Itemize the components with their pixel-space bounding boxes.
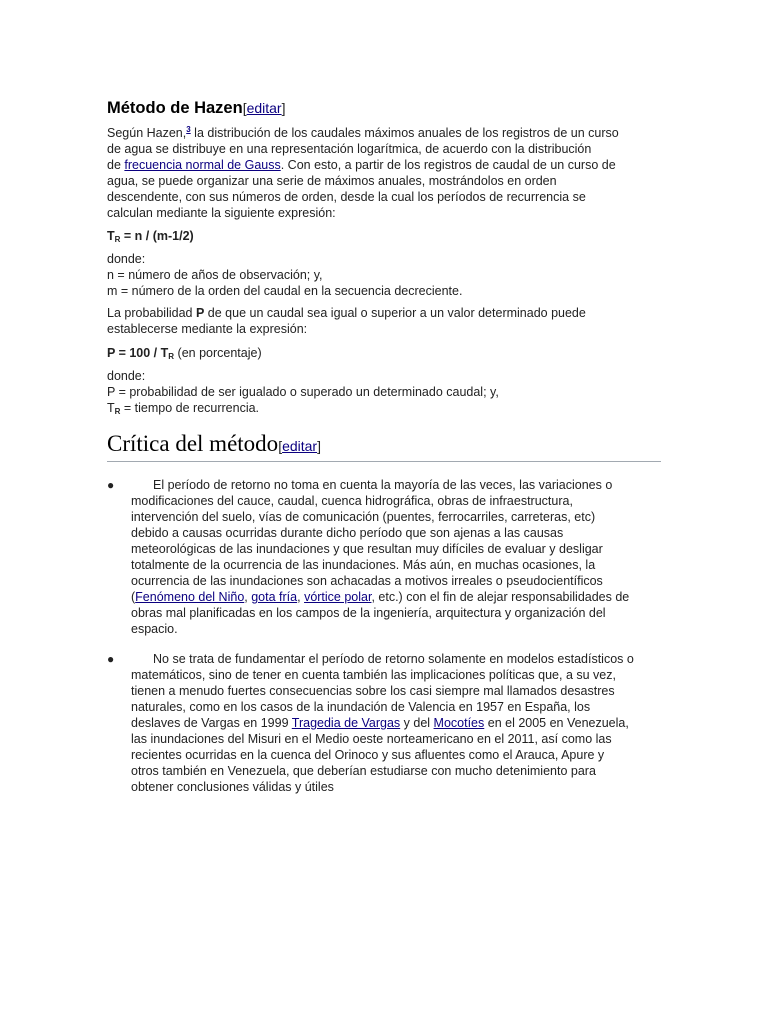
link-mocoties[interactable]: Mocotíes <box>433 716 485 730</box>
bullet-icon: ● <box>107 478 115 492</box>
link-vortice-polar[interactable]: vórtice polar <box>304 590 372 604</box>
section-title: Crítica del método <box>107 431 279 456</box>
section-heading-metodo-hazen <box>107 97 286 119</box>
formula-return-period: $T_R = n / (m-1/2)$ <box>107 229 194 244</box>
edit-section-link[interactable]: editar <box>282 438 318 454</box>
link-frecuencia-normal-gauss[interactable]: frecuencia normal de Gauss <box>124 158 281 172</box>
paragraph-hazen-intro: Según Hazen,$^3$ la distribución de los caudales máximos anuales de los registros de un curso de agua se distribuye en una representación logarítmica, de acuerdo con la distribución de frecuencia normal de Gauss. Con esto, a partir de los registros de caudal de un curso de agua, se puede organizar una serie de máximos anuales, mostrándolos en orden descendente, con sus números de orden, desde la cual los períodos de recurrencia se calculan mediante la siguiente expresión: <box>107 124 619 220</box>
edit-section-link-wrapper: [editar] <box>278 438 321 454</box>
link-fenomeno-nino[interactable]: Fenómeno del Niño <box>135 590 245 604</box>
paragraph-donde-2: donde: P = probabilidad de ser igualado o superado un determinado caudal; y, $T_R$ = tiempo de recurrencia. <box>107 369 499 416</box>
list-item-text: El período de retorno no toma en cuenta la mayoría de las veces, las variaciones o modificaciones del cauce, caudal, cuenca hidrográfica, obras de infraestructura, intervención del suelo, vías de comunicación (puentes, ferrocarriles, carreteras, etc) debido a causas ocurridas durante dicho período que son ajenas a las causas meteorológicas de las inundaciones y que resultan muy difíciles de evaluar y desligar totalmente de la ocurrencia de las inundaciones. Más aún, en muchas ocasiones, la ocurrencia de las inundaciones son achacadas a motivos irreales o pseudocientíficos (Fenómeno del Niño, gota fría, vórtice polar, etc.) con el fin de alejar responsabilidades de obras mal planificadas en los campos de la ingeniería, arquitectura y organización del espacio. <box>131 478 630 636</box>
section-title: Método de Hazen <box>107 99 243 117</box>
link-tragedia-vargas[interactable]: Tragedia de Vargas <box>291 716 401 730</box>
formula-probability: $P = 100 / T_R$ (en porcentaje) <box>107 346 262 361</box>
edit-section-link[interactable]: editar <box>246 100 282 116</box>
link-gota-fria[interactable]: gota fría <box>251 590 298 604</box>
reference-link[interactable]: 3 <box>186 124 191 134</box>
list-item-text: No se trata de fundamentar el período de retorno solamente en modelos estadísticos o matemáticos, sino de tener en cuenta también las implicaciones políticas que, a su vez, tienen a menudo fuertes consecuencias sobre los casi siempre mal llamados desastres naturales, como en los casos de la inundación de Valencia en 1957 en España, los deslaves de Vargas en 1999 Tragedia de Vargas y del Mocotíes en el 2005 en Venezuela, las inundaciones del Misuri en el Medio oeste norteamericano en el 2011, así como las recientes ocurridas en la cuenca del Orinoco y sus afluentes como el Arauca, Apure y otros también en Venezuela, que deberían estudiarse con mucho detenimiento para obtener conclusiones válidas y útiles <box>131 652 634 794</box>
bullet-icon: ● <box>107 652 115 666</box>
section-heading-critica <box>107 430 661 462</box>
edit-section-link-wrapper: [editar] <box>242 100 286 116</box>
paragraph-donde-1: donde: n = número de años de observación; y, m = número de la orden del caudal en la secuencia decreciente. <box>107 252 463 298</box>
paragraph-probabilidad: La probabilidad P de que un caudal sea igual o superior a un valor determinado puede establecerse mediante la expresión: <box>107 306 586 336</box>
